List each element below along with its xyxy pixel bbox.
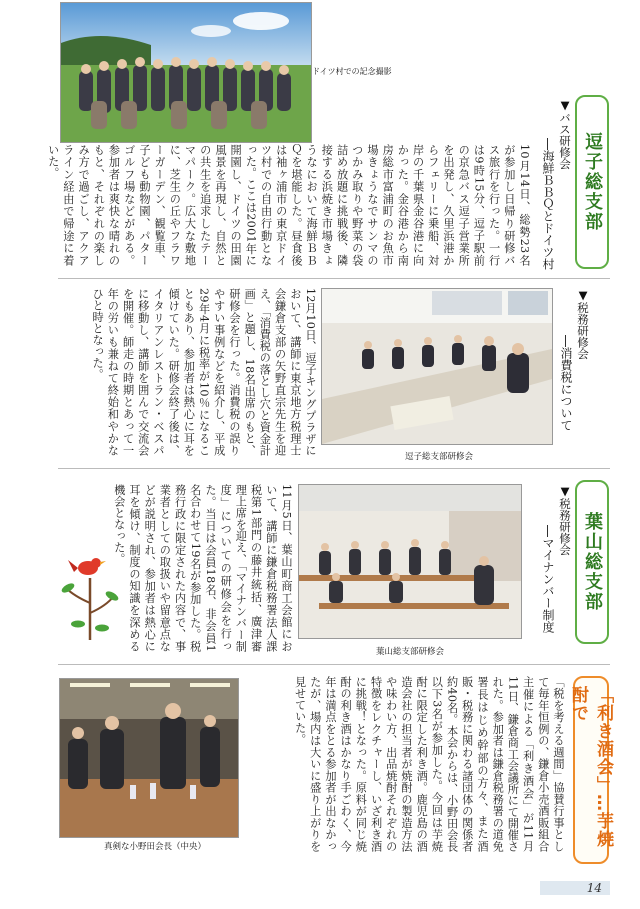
photo-caption-germany-village: ドイツ村での記念撮影 [312, 67, 392, 76]
section1-subtitle: ―海鮮ＢＢＱとドイツ村 [541, 138, 555, 270]
section1-heading: ▼バス研修会 [558, 98, 572, 170]
photo-caption-sake-tasting: 真剣な小野田会長（中央） [104, 842, 207, 852]
divider-3 [58, 664, 610, 665]
section2-body: 12月10日、逗子キングプラザにおいて、講師に東京地方税理士会鎌倉支部の矢野直宗先生を迎え、「消費税の落とし穴と資金計画」と題し、18名出席のもと、研修会を行った。消費税の誤りやすい事例などを紹介し、平成29年4月に税率が10％になることもあり、参加者は熱心に耳を傾けていた。研修会終了後は、イタリアンレストラン・ベスパに移動し、講師を囲んで交流会を開催。師走の時期とあって一年の労いも兼ねて終始和やかなひと時となった。 [91, 288, 317, 456]
photo-caption-zushi-seminar: 逗子総支部研修会 [405, 452, 474, 462]
sake-tasting-title: 「利き酒会」…芋焼酎で [573, 676, 609, 864]
photo-sake-tasting [59, 678, 239, 838]
section3-body: 11月5日、葉山町商工会館において、講師に鎌倉税務署法人課税第1部門の藤井統括、廣津審理上席を迎え、「マイナンバー制度」についての研修会を行った。当日は会員18名、非会員1名合わせて19名が参加した。税務行政に限定された内容で、事業者としての取扱いや留意点などが説明され、参加者は熱心に耳を傾け、制度の知識を深める機会となった。 [112, 484, 293, 652]
section2-heading: ▼税務研修会 [576, 288, 590, 360]
section2-subtitle: ―消費税について [559, 335, 573, 431]
page-number: 14 [586, 881, 602, 895]
bird-illustration [60, 548, 120, 643]
photo-germany-village [60, 2, 312, 143]
photo-hayama-seminar [298, 484, 522, 639]
sake-tasting-image [60, 679, 238, 837]
zushi-seminar-image [322, 289, 552, 444]
photo-caption-hayama-seminar: 葉山総支部研修会 [376, 647, 445, 657]
divider-2 [58, 468, 610, 469]
branch-badge-zushi: 逗子総支部 [575, 95, 609, 269]
hayama-seminar-image [299, 485, 521, 638]
section3-subtitle: ―マイナンバー制度 [541, 525, 555, 633]
group-photo-image [61, 3, 311, 142]
bird-on-branch-icon [60, 548, 120, 643]
section4-body: 「税を考える週間」協賛行事として毎年恒例の、鎌倉小売酒販組合主催による「利き酒会」が11月11日、鎌倉商工会議所にて開催された。参加者は鎌倉税務署の道免署長はじめ幹部の方々、また酒販・税務に関わる諸団体の関係者約40名。本会からは、小野田会長以下3名が参加した。今回は芋焼酎に限定した利き酒。鹿児島の酒造会社の担当者が焼酎の製造方法や味わい方、出品焼酎それぞれの特徴をレクチャーし、いざ利き酒に挑戦！となった。原料が同じ焼酎の利き酒はかなり手ごわく、今年は満点をとる参加者が出なかったが、場内は大いに盛り上がりを見せていた。 [293, 676, 565, 852]
section1-body: 10月14日、総勢23名が参加し日帰り研修バス旅行を行った。一行は9時15分、逗子駅前の京急バス逗子営業所を出発し、久里浜港からフェリーに乗船、対岸の千葉県金谷港に向かった。金谷港から南房総市富浦町のお魚市場きょうなでサンマのつかみ取りや野菜の袋詰め放題に挑戦後、隣接する浜焼き市場きょうなにおいて海鮮ＢＢＱを堪能した。昼食後は袖ヶ浦市の東京ドイツ村での自由行動となった。ここは2001年に開園し、ドイツの田園風景を再現し、自然との共生を追求したテーマパーク。広大な敷地に、芝生の丘やフラワーガーデン、観覧車、子ども動物園、パターゴルフ場などがある。参加者は爽快な晴れのもと、それぞれの楽しみ方で過ごし、アクアライン経由で帰途に着いた。 [46, 144, 531, 266]
divider-1 [58, 278, 610, 279]
branch-badge-hayama: 葉山総支部 [575, 480, 609, 644]
section3-heading: ▼税務研修会 [558, 484, 572, 556]
photo-zushi-seminar [321, 288, 553, 445]
